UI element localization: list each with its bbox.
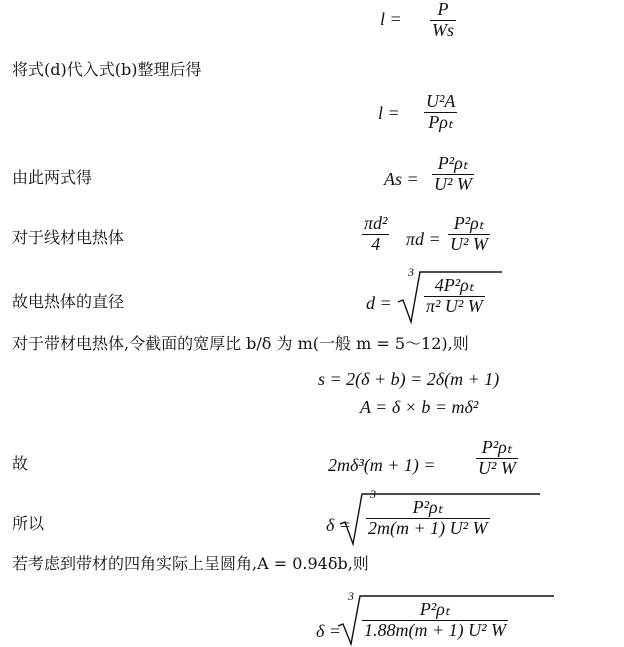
eq5-fraction — [424, 276, 485, 317]
eq10-numerator: P²ρₜ — [419, 599, 451, 619]
eq3-numerator: P²ρₜ — [437, 153, 469, 173]
eq1-lhs: l = — [380, 9, 402, 29]
eq8-denominator: U² W — [478, 458, 516, 479]
eq9-denominator: 2m(m + 1) U² W — [368, 518, 488, 539]
text-strip: 对于带材电热体,令截面的宽厚比 b/δ 为 m(一般 m = 5～12),则 — [12, 334, 469, 353]
eq9-index: 3 — [370, 487, 376, 501]
eq10-index: 3 — [348, 589, 354, 603]
eq5-index: 3 — [408, 265, 414, 279]
eq1-denominator: Ws — [432, 20, 454, 41]
eq5-denominator: π² U² W — [426, 296, 483, 317]
eq9-fraction — [366, 498, 490, 539]
eq3-denominator: U² W — [434, 174, 472, 195]
text-substitute: 将式(d)代入式(b)整理后得 — [12, 60, 202, 79]
eq1-numerator: P — [437, 0, 449, 19]
eq5-numerator: 4P²ρₜ — [434, 275, 475, 295]
eq7: A = δ × b = mδ² — [360, 397, 479, 417]
text-rounded: 若考虑到带材的四角实际上呈圆角,A = 0.94δb,则 — [12, 554, 369, 573]
eq6: s = 2(δ + b) = 2δ(m + 1) — [318, 369, 500, 389]
text-wire: 对于线材电热体 — [12, 228, 125, 247]
eq4-fraction-left — [362, 214, 389, 255]
eq5-lhs: d = — [366, 293, 392, 313]
eq10-denominator: 1.88m(m + 1) U² W — [364, 620, 507, 641]
eq2-numerator: U²A — [426, 91, 456, 111]
eq9-lhs: δ = — [326, 515, 352, 535]
eq3-fraction — [432, 154, 474, 195]
text-so: 所以 — [12, 514, 45, 533]
eq4-numerator: πd² — [364, 213, 388, 233]
text-diameter: 故电热体的直径 — [12, 292, 125, 311]
eq10-fraction — [362, 600, 508, 641]
eq3-lhs: As = — [384, 169, 419, 189]
eq4-denominator-right: U² W — [450, 234, 488, 255]
text-from-two: 由此两式得 — [12, 168, 93, 187]
eq2-lhs: l = — [378, 103, 400, 123]
eq4-numerator-right: P²ρₜ — [453, 213, 485, 233]
eq8-fraction — [476, 438, 518, 479]
eq1-fraction — [430, 0, 456, 41]
eq8-numerator: P²ρₜ — [481, 437, 513, 457]
eq4-mid: πd = — [406, 229, 441, 249]
eq8-lhs: 2mδ³(m + 1) = — [328, 455, 436, 475]
eq9-numerator: P²ρₜ — [412, 497, 443, 517]
eq2-denominator: Pρₜ — [428, 112, 454, 133]
eq2-fraction — [424, 92, 457, 133]
eq4-fraction-right — [448, 214, 490, 255]
eq10-lhs: δ = — [316, 621, 342, 641]
text-therefore: 故 — [12, 454, 29, 473]
eq4-denominator: 4 — [371, 234, 381, 255]
